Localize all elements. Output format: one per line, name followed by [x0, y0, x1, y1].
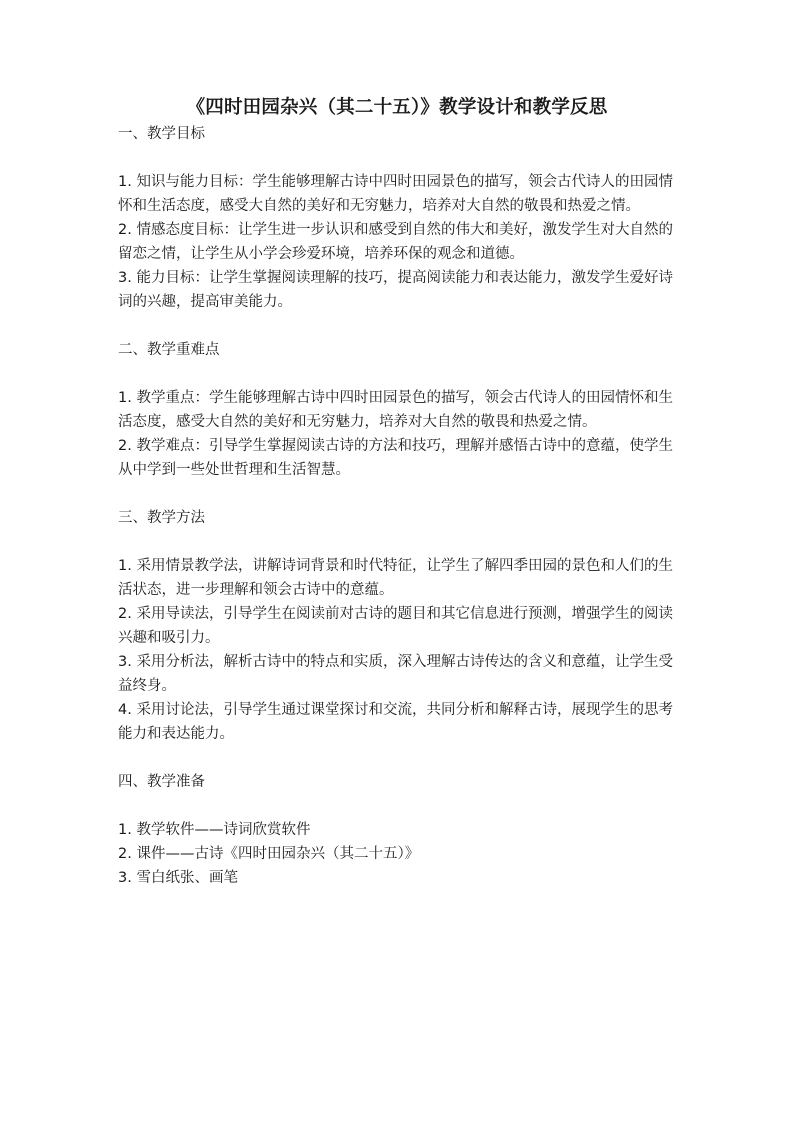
item-list [118, 818, 676, 890]
list-item: 1. 教学软件——诗词欣赏软件 [118, 822, 311, 838]
list-item: 4. 采用讨论法，引导学生通过课堂探讨和交流，共同分析和解释古诗，展现学生的思考能力和表达能力。 [118, 702, 673, 742]
list-item: 1. 采用情景教学法，讲解诗词背景和时代特征，让学生了解四季田园的景色和人们的生活状态，进一步理解和领会古诗中的意蕴。 [118, 558, 673, 598]
item-list [118, 554, 676, 746]
item-list [118, 386, 676, 482]
item-list [118, 170, 676, 314]
blank-line [118, 746, 676, 770]
section-teaching-objectives [118, 122, 676, 338]
list-item: 2. 教学难点：引导学生掌握阅读古诗的方法和技巧，理解并感悟古诗中的意蕴，使学生从中学到一些处世哲理和生活智慧。 [118, 438, 673, 478]
blank-line [118, 482, 676, 506]
list-item: 3. 雪白纸张、画笔 [118, 870, 238, 886]
list-item: 1. 教学重点：学生能够理解古诗中四时田园景色的描写，领会古代诗人的田园情怀和生活态度，感受大自然的美好和无穷魅力，培养对大自然的敬畏和热爱之情。 [118, 390, 673, 430]
section-heading: 二、教学重难点 [118, 342, 220, 358]
list-item: 2. 采用导读法，引导学生在阅读前对古诗的题目和其它信息进行预测，增强学生的阅读兴趣和吸引力。 [118, 606, 673, 646]
list-item: 2. 情感态度目标：让学生进一步认识和感受到自然的伟大和美好，激发学生对大自然的留恋之情，让学生从小学会珍爱环境，培养环保的观念和道德。 [118, 222, 673, 262]
section-heading: 四、教学准备 [118, 774, 205, 790]
blank-line [118, 314, 676, 338]
section-key-difficult-points [118, 338, 676, 506]
list-item: 1. 知识与能力目标：学生能够理解古诗中四时田园景色的描写，领会古代诗人的田园情怀和生活态度，感受大自然的美好和无穷魅力，培养对大自然的敬畏和热爱之情。 [118, 174, 673, 214]
section-teaching-preparation [118, 770, 676, 890]
section-teaching-methods [118, 506, 676, 770]
section-heading: 一、教学目标 [118, 126, 205, 142]
blank-line [118, 146, 676, 170]
blank-line [118, 794, 676, 818]
list-item: 3. 能力目标：让学生掌握阅读理解的技巧，提高阅读能力和表达能力，激发学生爱好诗词的兴趣，提高审美能力。 [118, 270, 673, 310]
document-title: 《四时田园杂兴（其二十五）》教学设计和教学反思 [186, 97, 608, 118]
list-item: 2. 课件——古诗《四时田园杂兴（其二十五）》 [118, 846, 420, 862]
section-heading: 三、教学方法 [118, 510, 205, 526]
list-item: 3. 采用分析法，解析古诗中的特点和实质，深入理解古诗传达的含义和意蕴，让学生受益终身。 [118, 654, 673, 694]
blank-line [118, 530, 676, 554]
blank-line [118, 362, 676, 386]
